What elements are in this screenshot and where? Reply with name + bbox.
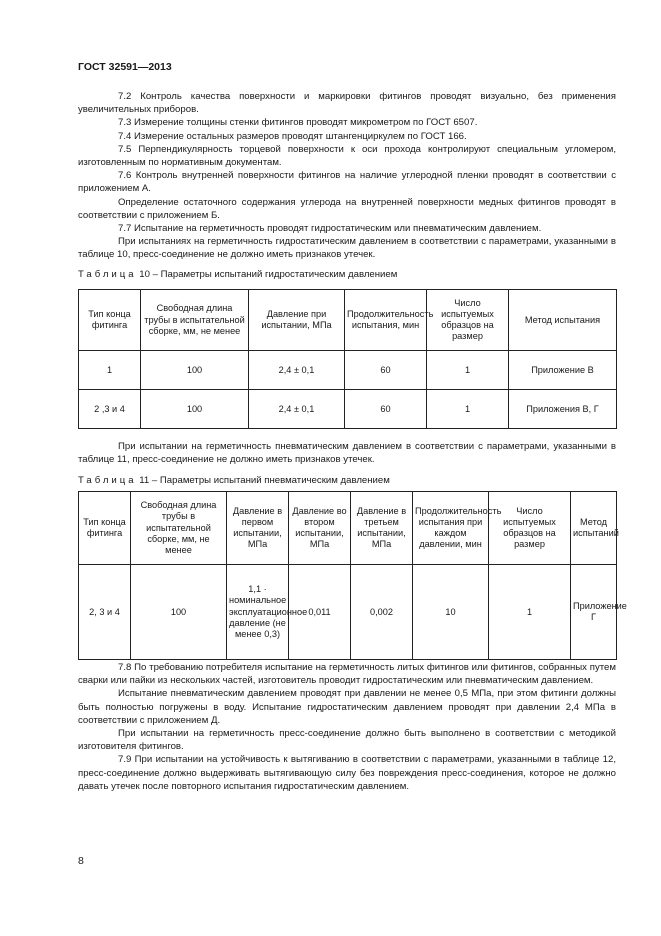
paragraphs-block-1	[78, 90, 616, 262]
table11-header-cell: Продолжительность испытания при каждом давлении, мин	[413, 492, 489, 565]
paragraph: 7.8 По требованию потребителя испытание на герметичность литых фитингов или фитингов, собранных путем сварки или пайки из нескольких частей, изготовитель проводит гидростатическим или пневматическим давлением.	[78, 662, 616, 687]
table10-header-cell: Тип конца фитинга	[79, 290, 141, 351]
table11-header-row	[79, 492, 617, 565]
table-cell: 100	[141, 390, 249, 429]
table-cell: 0,011	[289, 565, 351, 660]
table10-header-cell: Метод испытания	[509, 290, 617, 351]
table11-caption-text: 11 – Параметры испытаний пневматическим давлением	[136, 475, 390, 486]
table11-header-cell: Свободная длина трубы в испытательной сборке, мм, не менее	[131, 492, 227, 565]
table-cell: 2, 3 и 4	[79, 565, 131, 660]
table11-header-cell: Число испытуемых образцов на размер	[489, 492, 571, 565]
paragraph: При испытаниях на герметичность гидростатическим давлением в соответствии с параметрами, указанными в таблице 10, пресс-соединение не должно иметь признаков утечек.	[78, 236, 616, 261]
table-row	[79, 390, 617, 429]
table10-header-cell: Продолжительность испытания, мин	[345, 290, 427, 351]
paragraph: 7.5 Перпендикулярность торцевой поверхности к оси прохода контролируют специальным угломером, изготовленным по нормативным документам.	[78, 143, 616, 169]
table11-header-cell: Метод испытаний	[571, 492, 617, 565]
page-number: 8	[78, 855, 84, 867]
paragraph: 7.9 При испытании на устойчивость к вытягиванию в соответствии с параметрами, указанными в таблице 12, пресс-соединение должно выдерживать вытягивающую силу без повреждения пресс-соединения, которое не должно давать утечек после повторного испытания гидростатическим давлением.	[78, 754, 616, 792]
table-cell: 2,4 ± 0,1	[249, 351, 345, 390]
table10-header-cell: Свободная длина трубы в испытательной сборке, мм, не менее	[141, 290, 249, 351]
paragraph: При испытании на герметичность пресс-соединение должно быть выполнено в соответствии с методикой изготовителя фитингов.	[78, 728, 616, 753]
paragraph: 7.7 Испытание на герметичность проводят гидростатическим или пневматическим давлением.	[118, 223, 542, 235]
table11-header-cell: Тип конца фитинга	[79, 492, 131, 565]
table10-header-cell: Число испытуемых образцов на размер	[427, 290, 509, 351]
table-cell: Приложения В, Г	[509, 390, 617, 429]
table11-caption-word: Таблица	[78, 475, 137, 486]
table11-header-cell: Давление в третьем испытании, МПа	[351, 492, 413, 565]
paragraph: 7.3 Измерение толщины стенки фитингов проводят микрометром по ГОСТ 6507.	[118, 117, 478, 129]
table11-header-cell: Давление во втором испытании, МПа	[289, 492, 351, 565]
table-cell: 1,1 · номинальное эксплуатационное давление (не менее 0,3)	[227, 565, 289, 660]
table10-caption-text: 10 – Параметры испытаний гидростатическим давлением	[136, 269, 398, 280]
table10-caption-word: Таблица	[78, 269, 137, 280]
table10-caption	[78, 268, 616, 281]
paragraph: 7.2 Контроль качества поверхности и маркировки фитингов проводят визуально, без применения увеличительных приборов.	[78, 91, 616, 116]
table-row	[79, 351, 617, 390]
table11-caption	[78, 474, 616, 487]
table-cell: Приложение Г	[571, 565, 617, 660]
table-cell: 1	[427, 351, 509, 390]
table-cell: 1	[427, 390, 509, 429]
paragraphs-block-2	[78, 440, 616, 466]
paragraphs-block-3	[78, 661, 616, 793]
table-cell: 60	[345, 351, 427, 390]
table-cell: Приложение В	[509, 351, 617, 390]
paragraph: Определение остаточного содержания углерода на внутренней поверхности медных фитингов проводят в соответствии с приложением Б.	[78, 196, 616, 221]
paragraph: 7.4 Измерение остальных размеров проводят штангенциркулем по ГОСТ 166.	[118, 130, 467, 142]
table11	[78, 491, 627, 660]
table-cell: 1	[79, 351, 141, 390]
table-cell: 60	[345, 390, 427, 429]
table-cell: 2,4 ± 0,1	[249, 390, 345, 429]
table10-header-cell: Давление при испытании, МПа	[249, 290, 345, 351]
table-cell: 100	[141, 351, 249, 390]
table-cell: 10	[413, 565, 489, 660]
table-row	[79, 565, 617, 660]
paragraph: 7.6 Контроль внутренней поверхности фитингов на наличие углеродной пленки проводят в соответствии с приложением А.	[78, 170, 616, 195]
table10	[78, 289, 617, 429]
table11-header-cell: Давление в первом испытании, МПа	[227, 492, 289, 565]
table-cell: 2 ,3 и 4	[79, 390, 141, 429]
table10-header-row	[79, 290, 617, 351]
paragraph: Испытание пневматическим давлением проводят при давлении не менее 0,5 МПа, при этом фитинги должны быть полностью погружены в воду. Испытание гидростатическим давлением проводят при давлении 2,4 МПа в соответствии с приложением Д.	[78, 688, 616, 726]
table-cell: 0,002	[351, 565, 413, 660]
paragraph: При испытании на герметичность пневматическим давлением в соответствии с параметрами, указанными в таблице 11, пресс-соединение не должно иметь признаков утечек.	[78, 441, 616, 466]
table-cell: 1	[489, 565, 571, 660]
table11-section	[78, 474, 627, 660]
table-cell: 100	[131, 565, 227, 660]
table10-section	[78, 268, 616, 429]
document-header: ГОСТ 32591—2013	[78, 61, 172, 73]
